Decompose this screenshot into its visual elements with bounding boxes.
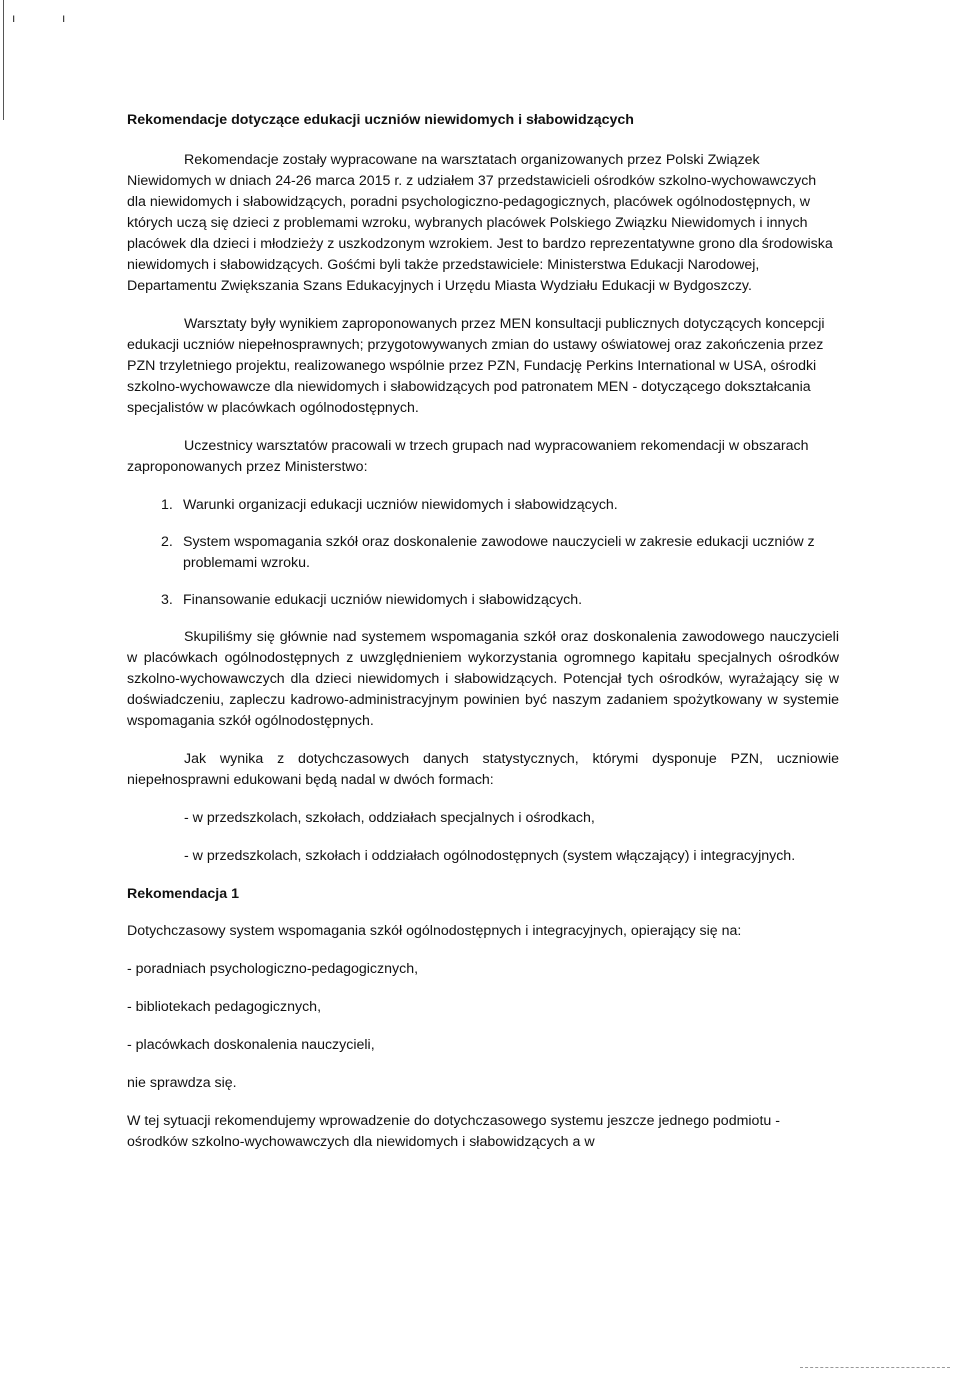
list-item xyxy=(127,590,839,611)
recommendation-item: - poradniach psychologiczno-pedagogicznych, xyxy=(127,961,419,977)
list-item xyxy=(127,532,839,574)
form-item: - w przedszkolach, szkołach, oddziałach specjalnych i ośrodkach, xyxy=(184,810,595,826)
recommendation-item: - placówkach doskonalenia nauczycieli, xyxy=(127,1037,375,1053)
list-text: Warunki organizacji edukacji uczniów niewidomych i słabowidzących. xyxy=(183,497,618,513)
statistics-paragraph: Jak wynika z dotychczasowych danych statystycznych, którymi dysponuje PZN, uczniowie niepełnosprawni edukowani będą nadal w dwóch formach: xyxy=(127,751,839,788)
closing-paragraph: W tej sytuacji rekomendujemy wprowadzenie do dotychczasowego systemu jeszcze jednego podmiotu - ośrodków szkolno-wychowawczych dla niewidomych i słabowidzących a w xyxy=(127,1113,780,1150)
list-text: System wspomagania szkół oraz doskonalenie zawodowe nauczycieli w zakresie edukacji uczniów z problemami wzroku. xyxy=(183,534,815,571)
list-number: 2. xyxy=(161,534,173,550)
intro-paragraph: Rekomendacje zostały wypracowane na warsztatach organizowanych przez Polski Związek Niewidomych w dniach 24-26 marca 2015 r. z udziałem 37 przedstawicieli ośrodków szkolno-wychowawczych dla niewidomych i słabowidzących, poradni psychologiczno-pedagogicznych, placówek ogólnodostępnych, w których uczą się dzieci z problemami wzroku, wybranych placówek Polskiego Związku Niewidomych i innych placówek dla dzieci i młodzieży z uszkodzonym wzrokiem. Jest to bardzo reprezentatywne grono dla środowiska niewidomych i słabowidzących. Gośćmi byli także przedstawiciele: Ministerstwa Edukacji Narodowej, Departamentu Zwiększania Szans Edukacyjnych i Urzędu Miasta Wydziału Edukacji w Bydgoszczy. xyxy=(127,152,833,294)
recommendation-intro: Dotychczasowy system wspomagania szkół ogólnodostępnych i integracyjnych, opierający się na: xyxy=(127,923,742,939)
list-number: 1. xyxy=(161,497,173,513)
document-title: Rekomendacje dotyczące edukacji uczniów niewidomych i słabowidzących xyxy=(127,112,634,128)
scan-mark-left: ı xyxy=(12,11,16,25)
list-item xyxy=(127,495,839,516)
form-item: - w przedszkolach, szkołach i oddziałach ogólnodostępnych (system włączający) i integracyjnych. xyxy=(184,848,796,864)
areas-list xyxy=(127,495,839,611)
focus-paragraph: Skupiliśmy się głównie nad systemem wspomagania szkół oraz doskonalenia zawodowego nauczycieli w placówkach ogólnodostępnych z uwzględnieniem wykorzystania ogromnego kapitału specjalnych ośrodków szkolno-wychowawczych dla dzieci niewidomych i słabowidzących. Potencjał tych ośrodków, wyrażający się w doświadczeniu, zapleczu kadrowo-administracyjnym powinien być naszym zadaniem spożytkowany w systemie wspomagania szkół ogólnodostępnych. xyxy=(127,629,839,729)
workshop-paragraph: Warsztaty były wynikiem zaproponowanych przez MEN konsultacji publicznych dotyczących koncepcji edukacji uczniów niepełnosprawnych; przygotowywanych zmian do ustawy oświatowej oraz zakończenia przez PZN trzyletniego projektu, realizowanego wspólnie przez PZN, Fundację Perkins International w USA, ośrodki szkolno-wychowawcze dla niewidomych i słabowidzących pod patronatem MEN - dotyczącego dokształcania specjalistów w placówkach ogólnodostępnych. xyxy=(127,316,825,416)
scan-mark-right: ı xyxy=(62,11,66,25)
scan-edge-line xyxy=(3,0,4,120)
list-text: Finansowanie edukacji uczniów niewidomych i słabowidzących. xyxy=(183,592,583,608)
recommendation-conclusion: nie sprawdza się. xyxy=(127,1075,237,1091)
participants-paragraph: Uczestnicy warsztatów pracowali w trzech grupach nad wypracowaniem rekomendacji w obszarach zaproponowanych przez Ministerstwo: xyxy=(127,438,809,475)
list-number: 3. xyxy=(161,592,173,608)
document-body xyxy=(127,110,839,1170)
footer-line xyxy=(800,1367,950,1369)
recommendation-heading: Rekomendacja 1 xyxy=(127,886,239,902)
recommendation-item: - bibliotekach pedagogicznych, xyxy=(127,999,322,1015)
